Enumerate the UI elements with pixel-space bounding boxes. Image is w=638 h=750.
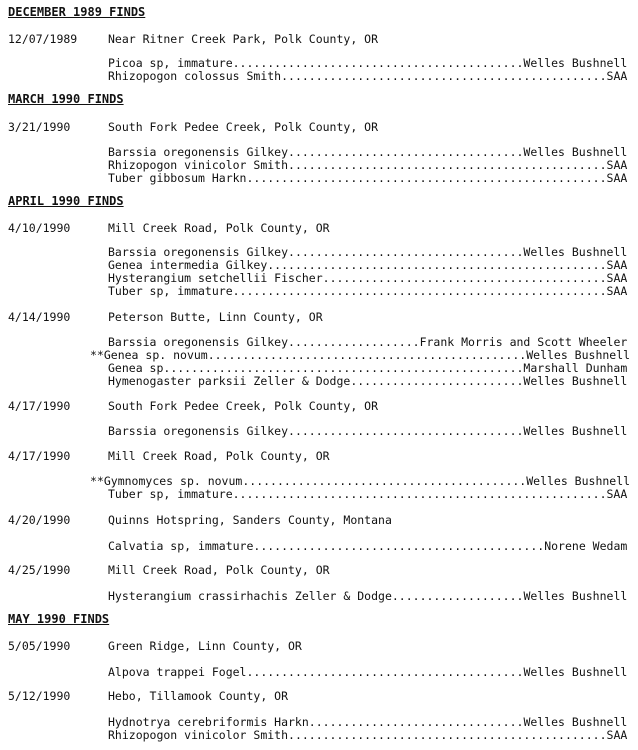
find-collector: SAA: [606, 271, 628, 285]
entry-location: Mill Creek Road, Polk County, OR: [108, 449, 330, 463]
find-line: [108, 171, 627, 185]
dot-leader: .................................................: [267, 258, 607, 272]
find-species: Hymenogaster parksii Zeller & Dodge: [108, 374, 351, 388]
find-species: Tuber sp, immature: [108, 284, 233, 298]
find-collector: Welles Bushnell: [523, 56, 628, 70]
find-species: Hysterangium crassirhachis Zeller & Dodge: [108, 589, 392, 603]
find-species: Rhizopogon vinicolor Smith: [108, 158, 289, 172]
dot-leader: ..........................................: [232, 56, 524, 70]
section-heading: MARCH 1990 FINDS: [8, 92, 124, 106]
find-collector: Norene Wedam: [544, 539, 628, 553]
entry-date: 4/20/1990: [8, 513, 71, 527]
find-collector: SAA: [606, 158, 628, 172]
find-species: Tuber sp, immature: [108, 487, 233, 501]
find-collector: Marshall Dunham: [523, 361, 628, 375]
dot-leader: ...................: [288, 335, 420, 349]
find-line: [108, 271, 627, 285]
entry-date: 3/21/1990: [8, 120, 71, 134]
entry-date: 4/14/1990: [8, 310, 71, 324]
find-line: [108, 361, 627, 375]
find-line: [108, 158, 627, 172]
section-heading: MAY 1990 FINDS: [8, 612, 110, 626]
find-collector: SAA: [606, 69, 628, 83]
dot-leader: ....................................................: [163, 361, 524, 375]
dot-leader: ...............................................: [281, 69, 607, 83]
find-line: [108, 284, 627, 298]
find-line: [108, 374, 627, 388]
find-species: Alpova trappei Fogel: [108, 665, 247, 679]
entry-location: Peterson Butte, Linn County, OR: [108, 310, 323, 324]
find-collector: Frank Morris and Scott Wheeler: [419, 335, 628, 349]
find-collector: Welles Bushnell: [523, 424, 628, 438]
entry-date: 5/05/1990: [8, 639, 71, 653]
entry-date: 4/10/1990: [8, 221, 71, 235]
dot-leader: .........................................: [322, 271, 607, 285]
entry-location: Mill Creek Road, Polk County, OR: [108, 221, 330, 235]
find-line: [90, 474, 630, 488]
find-line: [108, 487, 627, 501]
find-species: Rhizopogon vinicolor Smith: [108, 728, 289, 742]
dot-leader: ..................................: [288, 424, 524, 438]
find-line: [108, 145, 627, 159]
find-line: [108, 715, 627, 729]
find-species: Rhizopogon colossus Smith: [108, 69, 282, 83]
find-collector: SAA: [606, 728, 628, 742]
dot-leader: ..............................................: [288, 158, 607, 172]
find-collector: Welles Bushnell: [523, 715, 628, 729]
dot-leader: ...................: [391, 589, 524, 603]
dot-leader: ......................................................: [232, 284, 607, 298]
entry-location: South Fork Pedee Creek, Polk County, OR: [108, 399, 379, 413]
section-heading: DECEMBER 1989 FINDS: [8, 5, 146, 19]
entry-date: 4/17/1990: [8, 399, 71, 413]
new-species-marker: **: [90, 348, 104, 362]
dot-leader: ......................................................: [232, 487, 607, 501]
find-line: [108, 539, 627, 553]
find-species: Barssia oregonensis Gilkey: [108, 145, 289, 159]
entry-date: 12/07/1989: [8, 32, 78, 46]
find-line: [90, 348, 630, 362]
section-heading: APRIL 1990 FINDS: [8, 194, 124, 208]
find-species: Tuber gibbosum Harkn: [108, 171, 247, 185]
dot-leader: ...............................: [308, 715, 524, 729]
find-line: [108, 335, 627, 349]
find-collector: SAA: [606, 284, 628, 298]
find-species: Barssia oregonensis Gilkey: [108, 424, 289, 438]
find-line: [108, 245, 627, 259]
dot-leader: ..................................: [288, 145, 524, 159]
find-collector: Welles Bushnell: [523, 589, 628, 603]
find-collector: Welles Bushnell: [523, 374, 628, 388]
entry-location: South Fork Pedee Creek, Polk County, OR: [108, 120, 379, 134]
find-species: Barssia oregonensis Gilkey: [108, 335, 289, 349]
find-species: Hydnotrya cerebriformis Harkn: [108, 715, 309, 729]
find-species: Genea sp. novum: [103, 348, 208, 362]
dot-leader: ..............................................: [207, 348, 527, 362]
entry-location: Quinns Hotspring, Sanders County, Montana: [108, 513, 392, 527]
find-species: Genea intermedia Gilkey: [108, 258, 268, 272]
find-line: [108, 69, 627, 83]
find-species: Genea sp: [108, 361, 164, 375]
find-species: Barssia oregonensis Gilkey: [108, 245, 289, 259]
dot-leader: ..........................................: [253, 539, 545, 553]
dot-leader: ..................................: [288, 245, 524, 259]
find-line: [108, 665, 627, 679]
entry-location: Green Ridge, Linn County, OR: [108, 639, 302, 653]
entry-location: Hebo, Tillamook County, OR: [108, 689, 289, 703]
entry-date: 5/12/1990: [8, 689, 71, 703]
find-collector: Welles Bushnell: [523, 245, 628, 259]
find-line: [108, 56, 627, 70]
find-collector: SAA: [606, 258, 628, 272]
find-line: [108, 424, 627, 438]
find-species: Gymnomyces sp. novum: [103, 474, 243, 488]
dot-leader: ........................................: [246, 665, 524, 679]
dot-leader: .........................................: [242, 474, 527, 488]
dot-leader: ....................................................: [246, 171, 607, 185]
dot-leader: .........................: [350, 374, 524, 388]
dot-leader: ..............................................: [288, 728, 607, 742]
entry-date: 4/25/1990: [8, 563, 71, 577]
entry-location: Near Ritner Creek Park, Polk County, OR: [108, 32, 379, 46]
find-species: Hysterangium setchellii Fischer: [108, 271, 323, 285]
find-collector: Welles Bushnell: [523, 665, 628, 679]
find-collector: SAA: [606, 171, 628, 185]
find-line: [108, 728, 627, 742]
entry-location: Mill Creek Road, Polk County, OR: [108, 563, 330, 577]
find-collector: Welles Bushnell: [526, 348, 631, 362]
find-species: Picoa sp, immature: [108, 56, 233, 70]
find-collector: SAA: [606, 487, 628, 501]
find-collector: Welles Bushnell: [526, 474, 631, 488]
find-line: [108, 258, 627, 272]
new-species-marker: **: [90, 474, 104, 488]
entry-date: 4/17/1990: [8, 449, 71, 463]
find-species: Calvatia sp, immature: [108, 539, 254, 553]
find-collector: Welles Bushnell: [523, 145, 628, 159]
find-line: [108, 589, 627, 603]
